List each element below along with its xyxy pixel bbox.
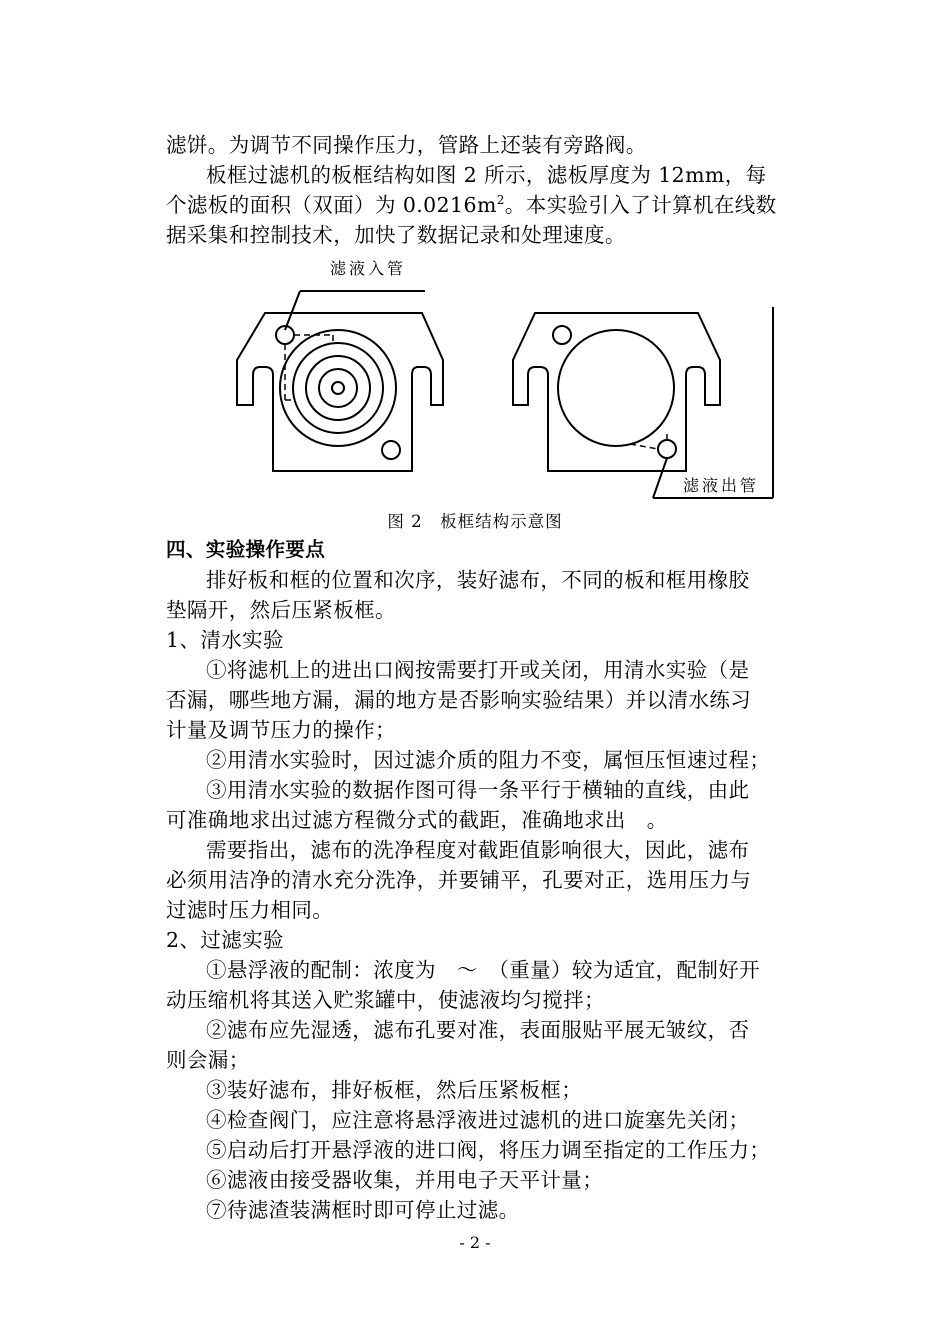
paragraph-line: 据采集和控制技术，加快了数据记录和处理速度。 [166,223,626,247]
paragraph-line: 则会漏； [166,1048,250,1072]
paragraph-line: 动压缩机将其送入贮浆罐中，使滤液均匀搅拌； [166,988,605,1012]
paragraph-line: ④检查阀门，应注意将悬浮液进过滤机的进口旋塞先关闭； [206,1108,750,1132]
text-fragment: 。本实验引入了计算机在线数 [504,193,777,217]
paragraph-line: 必须用洁净的清水充分洗净，并要铺平，孔要对正，选用压力与 [166,868,752,892]
section-heading: 四、实验操作要点 [166,538,326,561]
paragraph-line: ①将滤机上的进出口阀按需要打开或关闭，用清水实验（是 [206,658,750,682]
paragraph-line: ③用清水实验的数据作图可得一条平行于横轴的直线，由此 [206,778,750,802]
paragraph-line: 计量及调节压力的操作； [166,718,396,742]
subsection-heading: 1、清水实验 [166,628,284,652]
paragraph-line: 滤饼。为调节不同操作压力，管路上还装有旁路阀。 [166,133,647,157]
paragraph-line [166,190,786,220]
paragraph-line: ①悬浮液的配制：浓度为 ～ （重量）较为适宜，配制好开 [206,958,761,982]
paragraph-line: 垫隔开，然后压紧板框。 [166,598,396,622]
paragraph-line: ②滤布应先湿透，滤布孔要对准，表面服贴平展无皱纹，否 [206,1018,750,1042]
paragraph-line: 否漏，哪些地方漏，漏的地方是否影响实验结果）并以清水练习 [166,688,752,712]
inlet-label: 滤液入管 [330,259,407,278]
paragraph-line: ②用清水实验时，因过滤介质的阻力不变，属恒压恒速过程； [206,748,771,772]
outlet-label: 滤液出管 [683,476,760,495]
paragraph-line: ⑤启动后打开悬浮液的进口阀，将压力调至指定的工作压力； [206,1138,771,1162]
subsection-heading: 2、过滤实验 [166,928,284,952]
paragraph-line: ⑦待滤渣装满框时即可停止过滤。 [206,1198,520,1222]
paragraph-line: 排好板和框的位置和次序，装好滤布，不同的板和框用橡胶 [206,568,750,592]
paragraph-line: ③装好滤布，排好板框，然后压紧板框； [206,1078,583,1102]
paragraph-line: 板框过滤机的板框结构如图 2 所示，滤板厚度为 12mm，每 [206,163,767,187]
paragraph-line: 过滤时压力相同。 [166,898,334,922]
paragraph-line: 需要指出，滤布的洗净程度对截距值影响很大，因此，滤布 [206,838,750,862]
paragraph-line: 可准确地求出过滤方程微分式的截距，准确地求出 。 [166,808,668,832]
paragraph-line: ⑥滤液由接受器收集，并用电子天平计量； [206,1168,604,1192]
superscript: 2 [496,193,505,208]
text-fragment: 个滤板的面积（双面）为 0.0216m [166,193,497,217]
figure-caption: 图 2 板框结构示意图 [387,512,563,531]
page-number: - 2 - [459,1233,491,1252]
plate-frame-diagram [225,255,785,505]
